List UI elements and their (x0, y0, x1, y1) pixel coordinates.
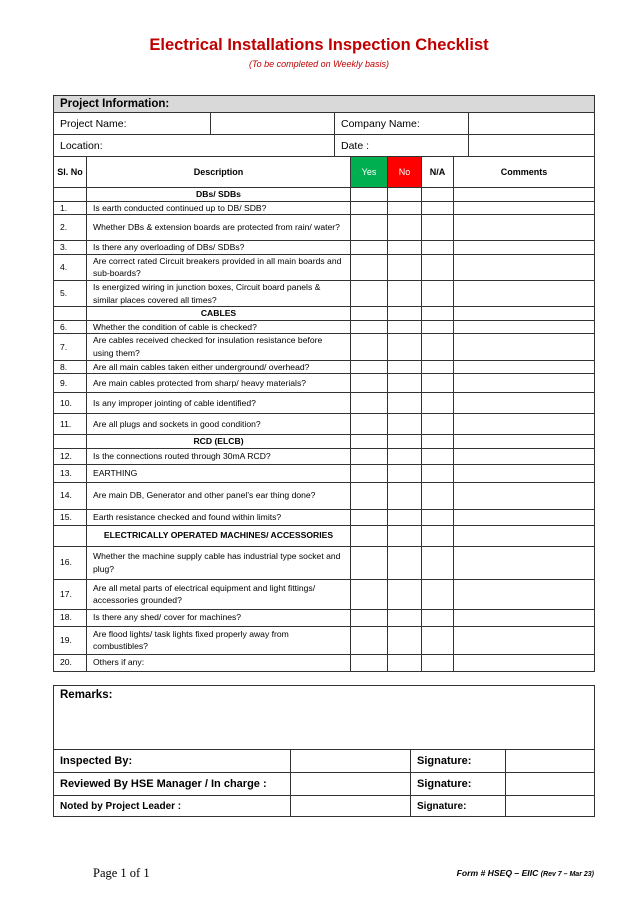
comments-cell (454, 525, 595, 546)
location-cell[interactable] (54, 135, 335, 157)
yes-checkbox-cell[interactable] (351, 509, 388, 525)
item-description: Is energized wiring in junction boxes, Circuit board panels & similar places covered all times? (87, 280, 351, 306)
section-row (54, 525, 595, 546)
date-field[interactable] (469, 135, 595, 157)
checklist-item-row (54, 360, 595, 374)
no-checkbox-cell[interactable] (388, 215, 422, 241)
checklist-body (54, 188, 595, 672)
remarks-label: Remarks: (60, 689, 113, 701)
item-number: 1. (54, 201, 87, 215)
inspected-by-label: Inspected By: (54, 750, 291, 773)
comments-field[interactable] (454, 609, 595, 626)
yes-checkbox-cell[interactable] (351, 280, 388, 306)
company-name-label: Company Name: (335, 113, 469, 135)
na-checkbox-cell[interactable] (422, 374, 454, 393)
no-header: No (388, 157, 422, 188)
na-checkbox-cell[interactable] (422, 509, 454, 525)
na-header: N/A (422, 157, 454, 188)
yes-cell (351, 307, 388, 321)
checklist-item-row (54, 414, 595, 435)
yes-checkbox-cell[interactable] (351, 374, 388, 393)
yes-checkbox-cell[interactable] (351, 626, 388, 654)
item-description: Are all metal parts of electrical equipment and light fittings/ accessories grounded? (87, 579, 351, 609)
comments-field[interactable] (454, 414, 595, 435)
na-checkbox-cell[interactable] (422, 482, 454, 509)
noted-signature-label: Signature: (411, 796, 506, 817)
yes-checkbox-cell[interactable] (351, 393, 388, 414)
checklist-item-row (54, 448, 595, 464)
project-name-field[interactable] (211, 113, 335, 135)
yes-checkbox-cell[interactable] (351, 414, 388, 435)
na-checkbox-cell[interactable] (422, 546, 454, 579)
no-checkbox-cell[interactable] (388, 414, 422, 435)
yes-cell (351, 525, 388, 546)
comments-cell (454, 188, 595, 202)
yes-checkbox-cell[interactable] (351, 448, 388, 464)
page-number: Page 1 of 1 (93, 866, 150, 880)
item-description: Are cables received checked for insulation resistance before using them? (87, 334, 351, 360)
no-checkbox-cell[interactable] (388, 280, 422, 306)
na-checkbox-cell[interactable] (422, 334, 454, 360)
sign-off-table (53, 685, 595, 817)
na-checkbox-cell[interactable] (422, 626, 454, 654)
comments-field[interactable] (454, 241, 595, 255)
comments-field[interactable] (454, 393, 595, 414)
project-name-label: Project Name: (54, 113, 211, 135)
no-checkbox-cell[interactable] (388, 334, 422, 360)
no-checkbox-cell[interactable] (388, 241, 422, 255)
na-checkbox-cell[interactable] (422, 579, 454, 609)
na-cell (422, 525, 454, 546)
item-number: 12. (54, 448, 87, 464)
inspected-signature-field[interactable] (506, 750, 595, 773)
comments-field[interactable] (454, 654, 595, 671)
no-checkbox-cell[interactable] (388, 509, 422, 525)
item-description: Is any improper jointing of cable identified? (87, 393, 351, 414)
location-label: Location: (60, 139, 103, 152)
comments-field[interactable] (454, 482, 595, 509)
yes-checkbox-cell[interactable] (351, 241, 388, 255)
no-checkbox-cell[interactable] (388, 654, 422, 671)
checklist-item-row (54, 334, 595, 360)
no-checkbox-cell[interactable] (388, 393, 422, 414)
comments-field[interactable] (454, 215, 595, 241)
no-checkbox-cell[interactable] (388, 626, 422, 654)
na-checkbox-cell[interactable] (422, 280, 454, 306)
na-checkbox-cell[interactable] (422, 464, 454, 482)
item-number: 4. (54, 254, 87, 280)
section-spacer (54, 525, 87, 546)
checklist-item-row (54, 201, 595, 215)
comments-field[interactable] (454, 464, 595, 482)
section-heading: ELECTRICALLY OPERATED MACHINES/ ACCESSORIES (87, 525, 351, 546)
item-number: 2. (54, 215, 87, 241)
project-information-heading: Project Information: (54, 96, 595, 113)
item-description: Is the connections routed through 30mA RCD? (87, 448, 351, 464)
yes-cell (351, 188, 388, 202)
na-cell (422, 307, 454, 321)
item-number: 13. (54, 464, 87, 482)
yes-checkbox-cell[interactable] (351, 609, 388, 626)
item-number: 10. (54, 393, 87, 414)
no-cell (388, 307, 422, 321)
na-checkbox-cell[interactable] (422, 254, 454, 280)
no-checkbox-cell[interactable] (388, 360, 422, 374)
comments-field[interactable] (454, 509, 595, 525)
na-checkbox-cell[interactable] (422, 609, 454, 626)
form-number (457, 868, 594, 878)
no-checkbox-cell[interactable] (388, 579, 422, 609)
section-row (54, 435, 595, 449)
comments-field[interactable] (454, 546, 595, 579)
na-checkbox-cell[interactable] (422, 414, 454, 435)
section-spacer (54, 307, 87, 321)
comments-field[interactable] (454, 374, 595, 393)
item-number: 14. (54, 482, 87, 509)
item-description: Is there any overloading of DBs/ SDBs? (87, 241, 351, 255)
item-description: Is earth conducted continued up to DB/ SDB? (87, 201, 351, 215)
yes-checkbox-cell[interactable] (351, 320, 388, 334)
checklist-item-row (54, 280, 595, 306)
item-description: Are main DB, Generator and other panel’s ear thing done? (87, 482, 351, 509)
item-description: Others if any: (87, 654, 351, 671)
item-description: Earth resistance checked and found within limits? (87, 509, 351, 525)
document-subtitle: (To be completed on Weekly basis) (248, 59, 390, 69)
comments-field[interactable] (454, 201, 595, 215)
checklist-item-row (54, 215, 595, 241)
item-number: 5. (54, 280, 87, 306)
yes-checkbox-cell[interactable] (351, 215, 388, 241)
comments-field[interactable] (454, 334, 595, 360)
item-number: 19. (54, 626, 87, 654)
project-information-table (53, 95, 595, 157)
section-row (54, 188, 595, 202)
checklist-item-row (54, 609, 595, 626)
na-checkbox-cell[interactable] (422, 654, 454, 671)
comments-field[interactable] (454, 360, 595, 374)
description-header: Description (87, 157, 351, 188)
item-description: Are correct rated Circuit breakers provided in all main boards and sub-boards? (87, 254, 351, 280)
no-checkbox-cell[interactable] (388, 201, 422, 215)
company-name-field[interactable] (469, 113, 595, 135)
yes-checkbox-cell[interactable] (351, 254, 388, 280)
checklist-item-row (54, 546, 595, 579)
item-number: 9. (54, 374, 87, 393)
comments-field[interactable] (454, 579, 595, 609)
checklist-item-row (54, 254, 595, 280)
document-title: Electrical Installations Inspection Checklist (149, 36, 489, 54)
inspected-by-field[interactable] (291, 750, 411, 773)
na-checkbox-cell[interactable] (422, 201, 454, 215)
reviewed-signature-field[interactable] (506, 773, 595, 796)
no-checkbox-cell[interactable] (388, 464, 422, 482)
na-checkbox-cell[interactable] (422, 448, 454, 464)
item-number: 6. (54, 320, 87, 334)
reviewed-signature-label: Signature: (411, 773, 506, 796)
form-code: Form # HSEQ – EIIC (456, 868, 539, 878)
checklist-item-row (54, 393, 595, 414)
na-checkbox-cell[interactable] (422, 320, 454, 334)
form-revision: (Rev 7 – Mar 23) (540, 871, 594, 878)
no-cell (388, 188, 422, 202)
no-checkbox-cell[interactable] (388, 546, 422, 579)
na-checkbox-cell[interactable] (422, 215, 454, 241)
no-checkbox-cell[interactable] (388, 254, 422, 280)
checklist-item-row (54, 320, 595, 334)
yes-checkbox-cell[interactable] (351, 654, 388, 671)
date-label: Date : (335, 135, 469, 157)
item-number: 18. (54, 609, 87, 626)
checklist-item-row (54, 626, 595, 654)
checklist-header-row (54, 157, 595, 188)
comments-header: Comments (454, 157, 595, 188)
item-number: 17. (54, 579, 87, 609)
yes-cell (351, 435, 388, 449)
comments-field[interactable] (454, 280, 595, 306)
comments-field[interactable] (454, 448, 595, 464)
item-number: 3. (54, 241, 87, 255)
inspected-signature-label: Signature: (411, 750, 506, 773)
no-checkbox-cell[interactable] (388, 448, 422, 464)
noted-by-label: Noted by Project Leader : (54, 796, 291, 817)
checklist-item-row (54, 482, 595, 509)
item-number: 8. (54, 360, 87, 374)
no-checkbox-cell[interactable] (388, 320, 422, 334)
yes-checkbox-cell[interactable] (351, 579, 388, 609)
item-description: Are main cables protected from sharp/ heavy materials? (87, 374, 351, 393)
yes-checkbox-cell[interactable] (351, 464, 388, 482)
item-description: Are all plugs and sockets in good condition? (87, 414, 351, 435)
comments-field[interactable] (454, 320, 595, 334)
no-checkbox-cell[interactable] (388, 374, 422, 393)
inspection-checklist-table (53, 156, 595, 672)
na-cell (422, 435, 454, 449)
noted-signature-field[interactable] (506, 796, 595, 817)
item-description: Whether DBs & extension boards are protected from rain/ water? (87, 215, 351, 241)
comments-cell (454, 435, 595, 449)
item-description: Whether the machine supply cable has industrial type socket and plug? (87, 546, 351, 579)
na-checkbox-cell[interactable] (422, 393, 454, 414)
item-number: 20. (54, 654, 87, 671)
item-description: Whether the condition of cable is checked? (87, 320, 351, 334)
comments-cell (454, 307, 595, 321)
no-cell (388, 435, 422, 449)
sl-no-header: Sl. No (54, 157, 87, 188)
item-number: 16. (54, 546, 87, 579)
reviewed-by-label: Reviewed By HSE Manager / In charge : (54, 773, 291, 796)
yes-checkbox-cell[interactable] (351, 334, 388, 360)
yes-checkbox-cell[interactable] (351, 360, 388, 374)
item-description: Is there any shed/ cover for machines? (87, 609, 351, 626)
item-description: Are flood lights/ task lights fixed properly away from combustibles? (87, 626, 351, 654)
noted-by-field[interactable] (291, 796, 411, 817)
item-number: 15. (54, 509, 87, 525)
na-checkbox-cell[interactable] (422, 241, 454, 255)
yes-checkbox-cell[interactable] (351, 201, 388, 215)
section-heading: RCD (ELCB) (87, 435, 351, 449)
section-spacer (54, 188, 87, 202)
reviewed-by-field[interactable] (291, 773, 411, 796)
checklist-item-row (54, 509, 595, 525)
item-number: 11. (54, 414, 87, 435)
section-heading: CABLES (87, 307, 351, 321)
checklist-item-row (54, 464, 595, 482)
comments-field[interactable] (454, 626, 595, 654)
item-description: Are all main cables taken either underground/ overhead? (87, 360, 351, 374)
checklist-item-row (54, 654, 595, 671)
yes-header: Yes (351, 157, 388, 188)
section-heading: DBs/ SDBs (87, 188, 351, 202)
comments-field[interactable] (454, 254, 595, 280)
checklist-item-row (54, 579, 595, 609)
no-checkbox-cell[interactable] (388, 482, 422, 509)
na-cell (422, 188, 454, 202)
checklist-item-row (54, 241, 595, 255)
checklist-item-row (54, 374, 595, 393)
item-number: 7. (54, 334, 87, 360)
item-description: EARTHING (87, 464, 351, 482)
na-checkbox-cell[interactable] (422, 360, 454, 374)
yes-checkbox-cell[interactable] (351, 482, 388, 509)
no-checkbox-cell[interactable] (388, 609, 422, 626)
section-row (54, 307, 595, 321)
yes-checkbox-cell[interactable] (351, 546, 388, 579)
section-spacer (54, 435, 87, 449)
no-cell (388, 525, 422, 546)
remarks-box[interactable] (54, 686, 595, 750)
